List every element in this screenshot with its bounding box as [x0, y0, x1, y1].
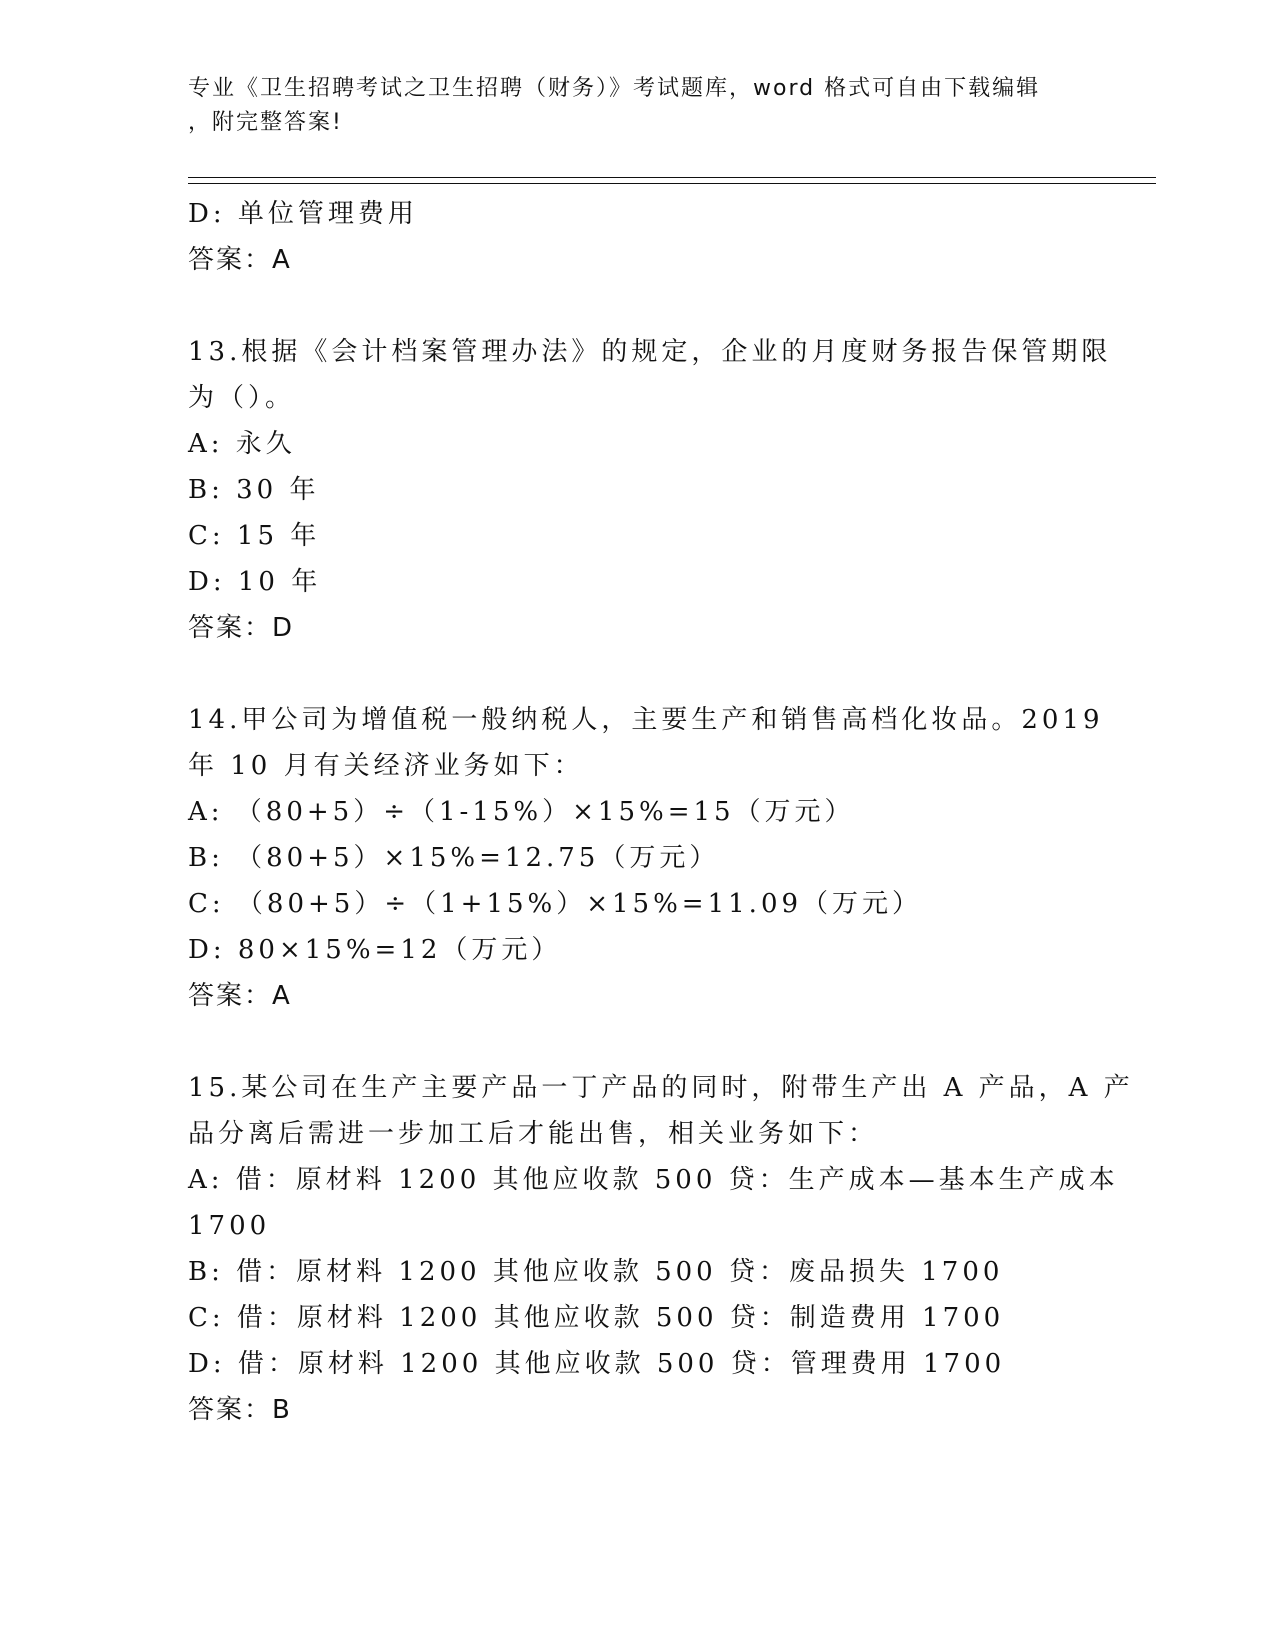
question-stem: 15.某公司在生产主要产品一丁产品的同时，附带生产出 A 产品，A 产 [188, 1073, 1134, 1103]
option-a: A: 借：原材料 1200 其他应收款 500 贷：生产成本—基本生产成本 [188, 1165, 1119, 1195]
header-rule-bottom [188, 183, 1156, 184]
answer-line: 答案：B [188, 1395, 292, 1425]
document-header [188, 72, 1088, 140]
option-d: D: 单位管理费用 [188, 199, 418, 229]
question-carryover [188, 191, 1088, 283]
question-stem: 14.甲公司为增值税一般纳税人，主要生产和销售高档化妆品。2019 [188, 705, 1104, 735]
option-d: D: 10 年 [188, 567, 322, 597]
option-b: B: 30 年 [188, 475, 320, 505]
answer-line: 答案：A [188, 981, 292, 1011]
option-c: C: 借：原材料 1200 其他应收款 500 贷：制造费用 1700 [188, 1303, 1005, 1333]
option-d: D: 借：原材料 1200 其他应收款 500 贷：管理费用 1700 [188, 1349, 1006, 1379]
question-14 [188, 697, 1104, 1019]
question-stem-continued: 品分离后需进一步加工后才能出售，相关业务如下： [188, 1119, 879, 1149]
question-15 [188, 1065, 1134, 1433]
answer-line: 答案：D [188, 613, 295, 643]
option-c: C: （80+5）÷（1+15%）×15%=11.09（万元） [188, 889, 923, 919]
option-a: A: 永久 [188, 429, 296, 459]
question-stem-continued: 年 10 月有关经济业务如下： [188, 751, 584, 781]
option-d: D: 80×15%=12（万元） [188, 935, 562, 965]
question-stem: 13.根据《会计档案管理办法》的规定，企业的月度财务报告保管期限 [188, 337, 1112, 367]
header-line-1: 专业《卫生招聘考试之卫生招聘（财务）》考试题库，word 格式可自由下载编辑 [188, 76, 1041, 101]
spacer [188, 1019, 1088, 1065]
option-a: A: （80+5）÷（1-15%）×15%=15（万元） [188, 797, 855, 827]
option-b: B: （80+5）×15%=12.75（万元） [188, 843, 720, 873]
option-c: C: 15 年 [188, 521, 321, 551]
header-line-2: ，附完整答案! [188, 110, 343, 135]
answer-line: 答案：A [188, 245, 292, 275]
spacer [188, 651, 1088, 697]
question-list [188, 191, 1134, 1433]
option-a-continued: 1700 [188, 1211, 271, 1241]
spacer [188, 283, 1088, 329]
question-stem-continued: 为（）。 [188, 383, 296, 413]
question-13 [188, 329, 1112, 651]
option-b: B: 借：原材料 1200 其他应收款 500 贷：废品损失 1700 [188, 1257, 1004, 1287]
header-rule-top [188, 177, 1156, 178]
